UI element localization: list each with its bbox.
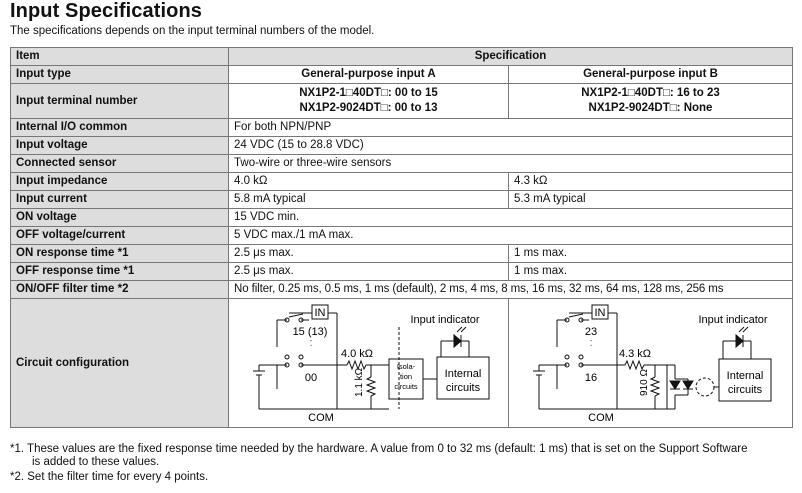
circuit-b-in-label: IN bbox=[594, 307, 606, 319]
circuit-a-in-label: IN bbox=[314, 307, 326, 319]
circuit-b-indicator-label: Input indicator bbox=[698, 314, 768, 326]
terminal-number-b bbox=[509, 84, 793, 119]
row-label: ON/OFF filter time *2 bbox=[11, 281, 229, 299]
row-label: ON voltage bbox=[11, 209, 229, 227]
row-value-a: 2.5 μs max. bbox=[229, 263, 509, 281]
row-label: Internal I/O common bbox=[11, 119, 229, 137]
row-value: 5 VDC max./1 mA max. bbox=[229, 227, 793, 245]
table-row bbox=[11, 245, 793, 263]
circuit-a-series-resistor: 4.0 kΩ bbox=[340, 348, 374, 360]
table-row bbox=[11, 155, 793, 173]
header-spec: Specification bbox=[229, 48, 793, 66]
row-value-b: 4.3 kΩ bbox=[509, 173, 793, 191]
circuit-a-shunt-resistor: 1.1 kΩ bbox=[354, 367, 365, 397]
table-row bbox=[11, 281, 793, 299]
row-label: Input impedance bbox=[11, 173, 229, 191]
row-label: Circuit configuration bbox=[11, 299, 229, 428]
table-row bbox=[11, 209, 793, 227]
circuit-a-terminal-bottom: 00 bbox=[304, 372, 318, 384]
table-row bbox=[11, 191, 793, 209]
circuit-a-indicator-label: Input indicator bbox=[410, 314, 480, 326]
circuit-b-series-resistor: 4.3 kΩ bbox=[618, 348, 652, 360]
row-label: ON response time *1 bbox=[11, 245, 229, 263]
row-label: Input voltage bbox=[11, 137, 229, 155]
circuit-b-terminal-top: 23 bbox=[584, 326, 598, 338]
circuit-a-diagram bbox=[229, 299, 507, 427]
row-value-a: 4.0 kΩ bbox=[229, 173, 509, 191]
row-value: 15 VDC min. bbox=[229, 209, 793, 227]
table-header-row bbox=[11, 48, 793, 66]
row-value: For both NPN/PNP bbox=[229, 119, 793, 137]
row-value-b: 1 ms max. bbox=[509, 263, 793, 281]
page-title: Input Specifications bbox=[10, 0, 203, 22]
table-row bbox=[11, 227, 793, 245]
circuit-a-cell bbox=[229, 299, 509, 428]
terminal-b-line1: NX1P2-1□40DT□: 16 to 23 bbox=[581, 87, 720, 99]
circuit-a-internal-1: Internal bbox=[444, 368, 482, 380]
row-label: Input type bbox=[11, 66, 229, 84]
terminal-a-line1: NX1P2-1□40DT□: 00 to 15 bbox=[299, 87, 438, 99]
table-row bbox=[11, 137, 793, 155]
row-label: OFF response time *1 bbox=[11, 263, 229, 281]
table-row bbox=[11, 119, 793, 137]
circuit-a-isolation-2: tion bbox=[399, 372, 413, 381]
circuit-a-isolation-1: Isola- bbox=[396, 362, 416, 371]
table-row bbox=[11, 299, 793, 428]
circuit-b-shunt-resistor: 910 Ω bbox=[639, 369, 650, 396]
svg-text::: : bbox=[309, 337, 313, 349]
footnote-1 bbox=[10, 443, 747, 469]
page-subtitle: The specifications depends on the input terminal numbers of the model. bbox=[10, 25, 375, 37]
row-label: Input terminal number bbox=[11, 84, 229, 119]
table-row bbox=[11, 173, 793, 191]
spec-table bbox=[10, 47, 793, 428]
row-value: No filter, 0.25 ms, 0.5 ms, 1 ms (default), 2 ms, 4 ms, 8 ms, 16 ms, 32 ms, 64 ms, 128 ms, 256 ms bbox=[229, 281, 793, 299]
circuit-a-terminal-top: 15 (13) bbox=[292, 326, 328, 338]
table-row bbox=[11, 263, 793, 281]
row-value-b: 1 ms max. bbox=[509, 245, 793, 263]
circuit-b-internal-2: circuits bbox=[727, 384, 763, 396]
row-value: Two-wire or three-wire sensors bbox=[229, 155, 793, 173]
row-label: Connected sensor bbox=[11, 155, 229, 173]
circuit-b-com-label: COM bbox=[588, 412, 614, 424]
circuit-a-internal-2: circuits bbox=[445, 382, 481, 394]
row-value: 24 VDC (15 to 28.8 VDC) bbox=[229, 137, 793, 155]
header-item: Item bbox=[11, 48, 229, 66]
table-row bbox=[11, 66, 793, 84]
row-value-b: 5.3 mA typical bbox=[509, 191, 793, 209]
circuit-b-cell bbox=[509, 299, 793, 428]
terminal-b-line2: NX1P2-9024DT□: None bbox=[588, 102, 713, 114]
row-label: Input current bbox=[11, 191, 229, 209]
footnote-1-line1: *1. These values are the fixed response time needed by the hardware. A value from 0 to 32 ms (default: 1 ms) that is set on the Support Software bbox=[10, 443, 748, 455]
table-row bbox=[11, 84, 793, 119]
input-type-b: General-purpose input B bbox=[509, 66, 793, 84]
row-value-a: 2.5 μs max. bbox=[229, 245, 509, 263]
footnote-2: *2. Set the filter time for every 4 points. bbox=[10, 471, 209, 483]
circuit-b-terminal-bottom: 16 bbox=[584, 372, 598, 384]
input-type-a: General-purpose input A bbox=[229, 66, 509, 84]
circuit-a-com-label: COM bbox=[308, 412, 334, 424]
circuit-a-isolation-3: circuits bbox=[394, 382, 418, 391]
row-value-a: 5.8 mA typical bbox=[229, 191, 509, 209]
terminal-number-a bbox=[229, 84, 509, 119]
circuit-b-diagram bbox=[509, 299, 791, 427]
svg-text::: : bbox=[589, 337, 593, 349]
terminal-a-line2: NX1P2-9024DT□: 00 to 13 bbox=[299, 102, 438, 114]
circuit-b-internal-1: Internal bbox=[726, 370, 764, 382]
footnote-1-line2: is added to these values. bbox=[32, 456, 160, 468]
row-label: OFF voltage/current bbox=[11, 227, 229, 245]
